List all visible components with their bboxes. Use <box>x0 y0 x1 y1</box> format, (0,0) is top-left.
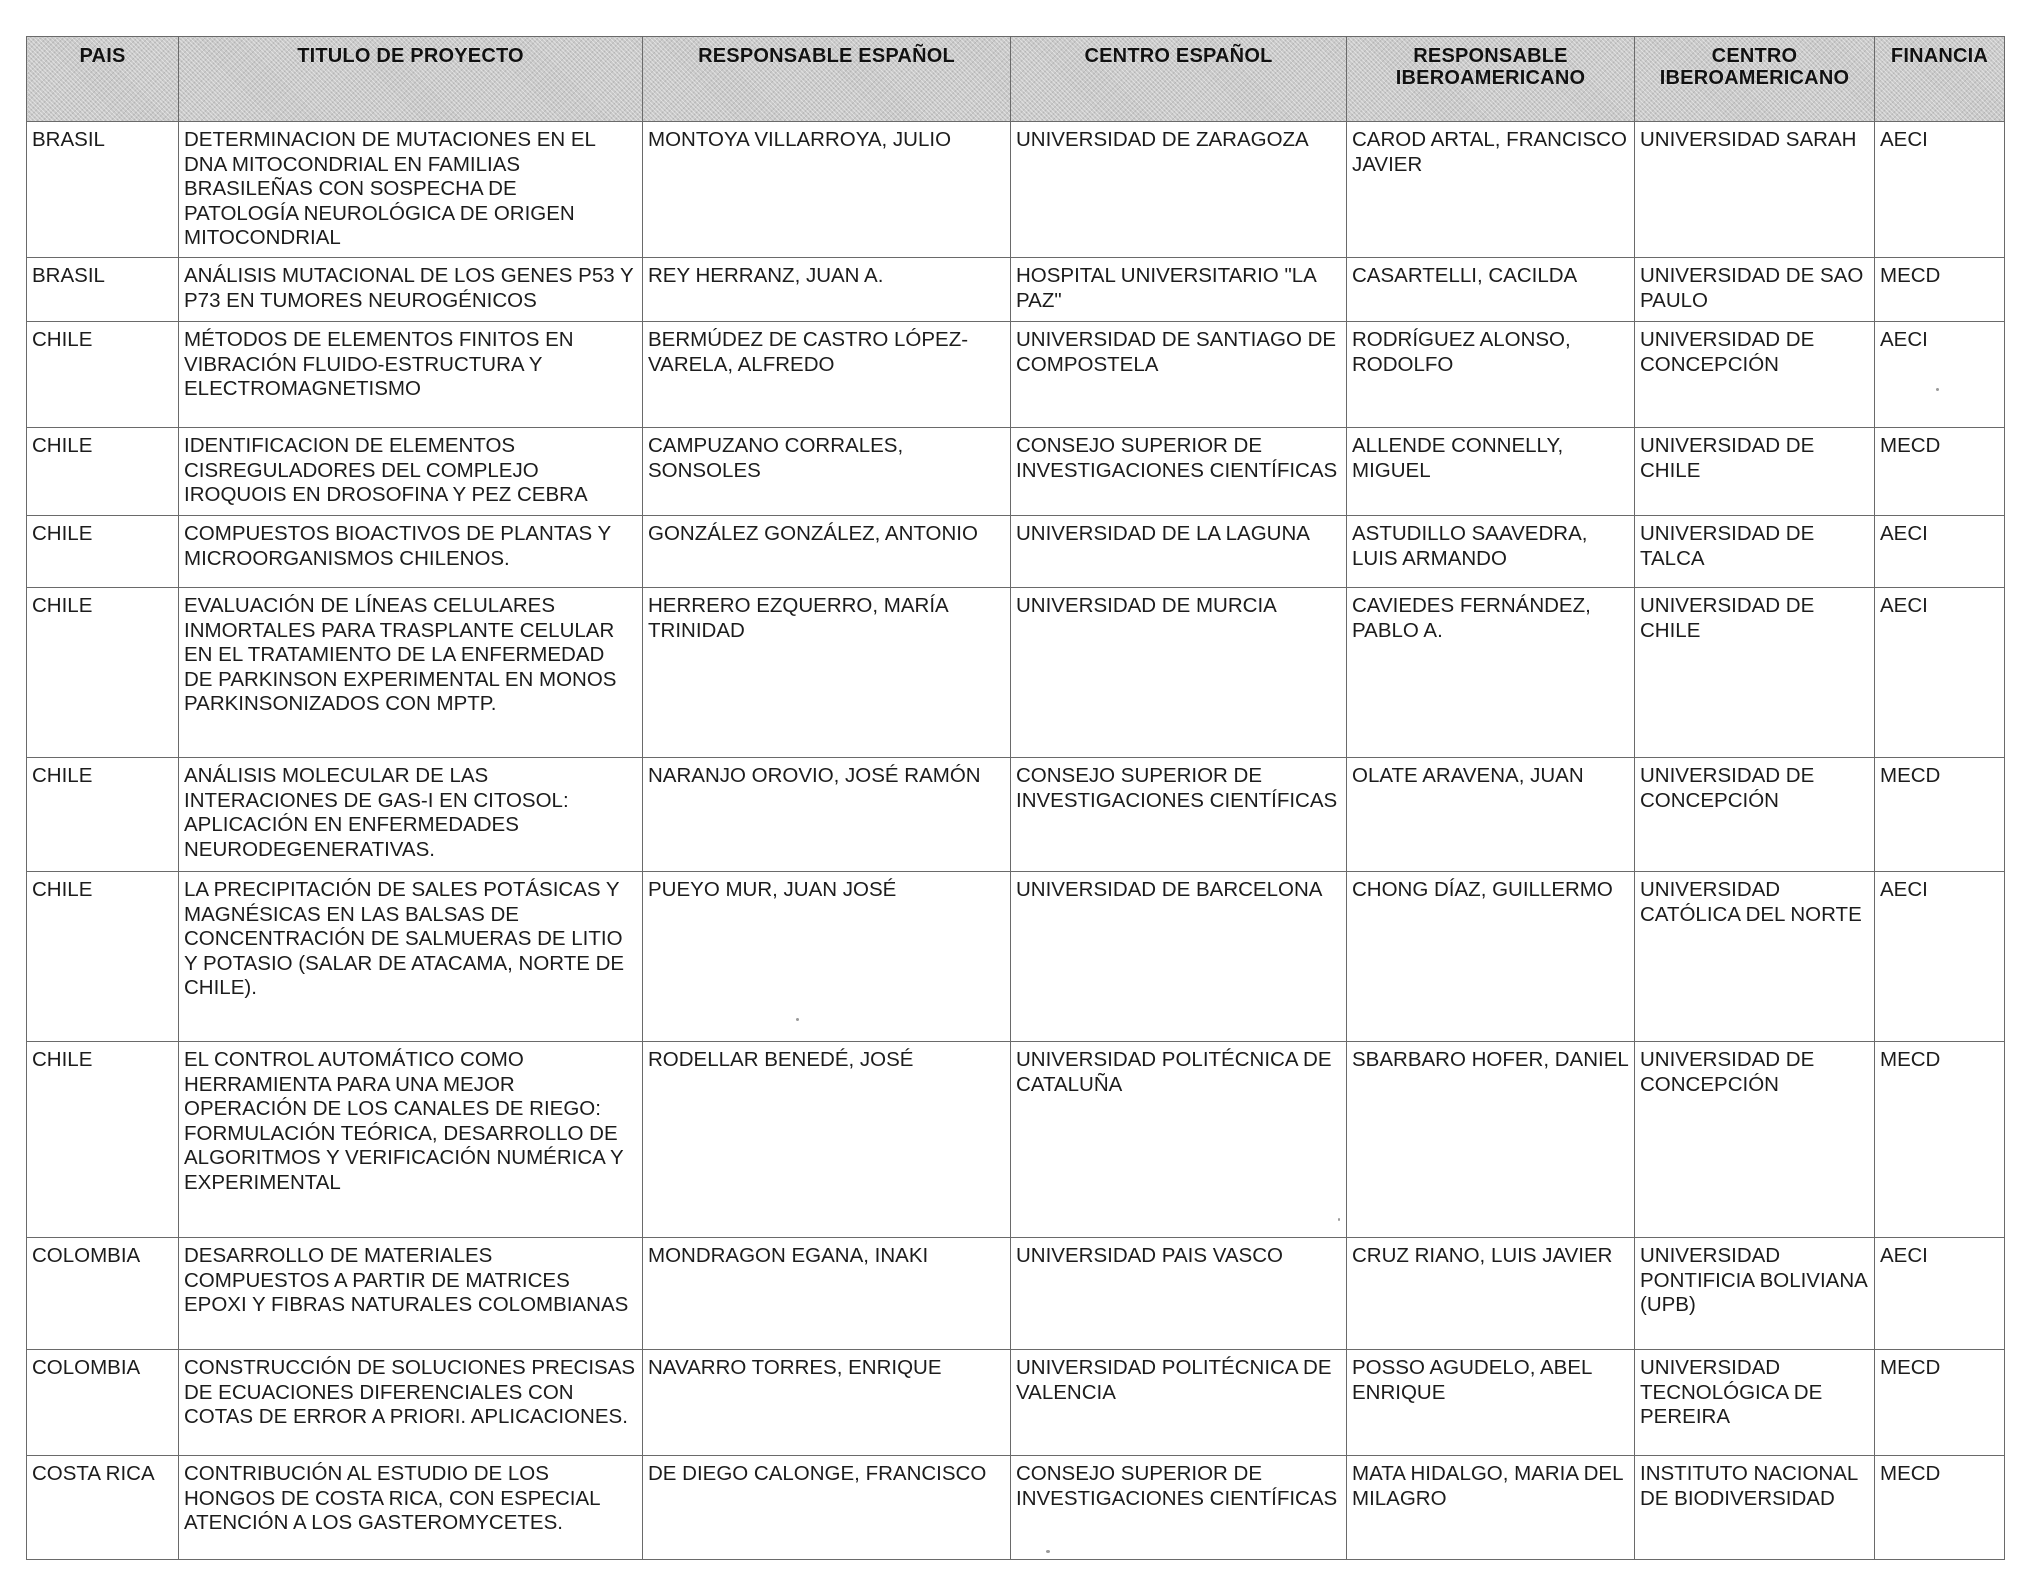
cell-responsable-iberoamericano: OLATE ARAVENA, JUAN <box>1347 758 1635 872</box>
cell-centro-espanol: CONSEJO SUPERIOR DE INVESTIGACIONES CIENTÍFICAS <box>1011 428 1347 516</box>
cell-centro-iberoamericano: UNIVERSIDAD DE CONCEPCIÓN <box>1635 1042 1875 1238</box>
table-row <box>27 122 2005 258</box>
header-centro-iberoamericano: CENTRO IBEROAMERICANO <box>1635 37 1875 122</box>
cell-centro-espanol: CONSEJO SUPERIOR DE INVESTIGACIONES CIENTÍFICAS <box>1011 1456 1347 1560</box>
header-responsable-espanol: RESPONSABLE ESPAÑOL <box>643 37 1011 122</box>
table-row <box>27 1238 2005 1350</box>
cell-responsable-iberoamericano: RODRÍGUEZ ALONSO, RODOLFO <box>1347 322 1635 428</box>
cell-financia: MECD <box>1875 758 2005 872</box>
cell-centro-espanol: UNIVERSIDAD DE ZARAGOZA <box>1011 122 1347 258</box>
cell-titulo: CONSTRUCCIÓN DE SOLUCIONES PRECISAS DE ECUACIONES DIFERENCIALES CON COTAS DE ERROR A PRIORI. APLICACIONES. <box>179 1350 643 1456</box>
scan-speck <box>796 1018 799 1021</box>
cell-financia: AECI <box>1875 322 2005 428</box>
scan-speck <box>1936 388 1939 391</box>
cell-pais: CHILE <box>27 1042 179 1238</box>
cell-centro-iberoamericano: UNIVERSIDAD TECNOLÓGICA DE PEREIRA <box>1635 1350 1875 1456</box>
cell-responsable-espanol: MONDRAGON EGANA, INAKI <box>643 1238 1011 1350</box>
table-row <box>27 258 2005 322</box>
table-row <box>27 872 2005 1042</box>
scan-speck <box>1046 1550 1050 1553</box>
table-row <box>27 428 2005 516</box>
cell-responsable-iberoamericano: CRUZ RIANO, LUIS JAVIER <box>1347 1238 1635 1350</box>
cell-centro-iberoamericano: UNIVERSIDAD DE SAO PAULO <box>1635 258 1875 322</box>
cell-responsable-espanol: CAMPUZANO CORRALES, SONSOLES <box>643 428 1011 516</box>
cell-titulo: CONTRIBUCIÓN AL ESTUDIO DE LOS HONGOS DE COSTA RICA, CON ESPECIAL ATENCIÓN A LOS GASTEROMYCETES. <box>179 1456 643 1560</box>
cell-titulo: IDENTIFICACION DE ELEMENTOS CISREGULADORES DEL COMPLEJO IROQUOIS EN DROSOFINA Y PEZ CEBRA <box>179 428 643 516</box>
header-financia: FINANCIA <box>1875 37 2005 122</box>
header-responsable-iberoamericano: RESPONSABLE IBEROAMERICANO <box>1347 37 1635 122</box>
cell-pais: CHILE <box>27 322 179 428</box>
cell-responsable-iberoamericano: CAVIEDES FERNÁNDEZ, PABLO A. <box>1347 588 1635 758</box>
cell-centro-espanol: HOSPITAL UNIVERSITARIO "LA PAZ" <box>1011 258 1347 322</box>
table-header <box>27 37 2005 122</box>
cell-financia: AECI <box>1875 872 2005 1042</box>
cell-centro-iberoamericano: INSTITUTO NACIONAL DE BIODIVERSIDAD <box>1635 1456 1875 1560</box>
cell-responsable-espanol: NARANJO OROVIO, JOSÉ RAMÓN <box>643 758 1011 872</box>
cell-responsable-iberoamericano: ASTUDILLO SAAVEDRA, LUIS ARMANDO <box>1347 516 1635 588</box>
cell-titulo: ANÁLISIS MUTACIONAL DE LOS GENES P53 Y P73 EN TUMORES NEUROGÉNICOS <box>179 258 643 322</box>
cell-titulo: DESARROLLO DE MATERIALES COMPUESTOS A PARTIR DE MATRICES EPOXI Y FIBRAS NATURALES COLOMBIANAS <box>179 1238 643 1350</box>
cell-responsable-espanol: DE DIEGO CALONGE, FRANCISCO <box>643 1456 1011 1560</box>
table-row <box>27 758 2005 872</box>
cell-centro-espanol: UNIVERSIDAD POLITÉCNICA DE VALENCIA <box>1011 1350 1347 1456</box>
header-pais: PAIS <box>27 37 179 122</box>
cell-centro-espanol: CONSEJO SUPERIOR DE INVESTIGACIONES CIENTÍFICAS <box>1011 758 1347 872</box>
cell-centro-iberoamericano: UNIVERSIDAD DE CHILE <box>1635 588 1875 758</box>
cell-titulo: EL CONTROL AUTOMÁTICO COMO HERRAMIENTA PARA UNA MEJOR OPERACIÓN DE LOS CANALES DE RIEGO: FORMULACIÓN TEÓRICA, DESARROLLO DE ALGORITMOS Y VERIFICACIÓN NUMÉRICA Y EXPERIMENTAL <box>179 1042 643 1238</box>
cell-centro-espanol: UNIVERSIDAD DE SANTIAGO DE COMPOSTELA <box>1011 322 1347 428</box>
cell-responsable-espanol: REY HERRANZ, JUAN A. <box>643 258 1011 322</box>
cell-pais: CHILE <box>27 872 179 1042</box>
table-row <box>27 322 2005 428</box>
table-row <box>27 1456 2005 1560</box>
cell-pais: COLOMBIA <box>27 1238 179 1350</box>
cell-titulo: LA PRECIPITACIÓN DE SALES POTÁSICAS Y MAGNÉSICAS EN LAS BALSAS DE CONCENTRACIÓN DE SALMUERAS DE LITIO Y POTASIO (SALAR DE ATACAMA, NORTE DE CHILE). <box>179 872 643 1042</box>
cell-financia: MECD <box>1875 1350 2005 1456</box>
cell-responsable-espanol: PUEYO MUR, JUAN JOSÉ <box>643 872 1011 1042</box>
cell-financia: MECD <box>1875 258 2005 322</box>
cell-responsable-espanol: HERRERO EZQUERRO, MARÍA TRINIDAD <box>643 588 1011 758</box>
table-body <box>27 122 2005 1560</box>
cell-titulo: COMPUESTOS BIOACTIVOS DE PLANTAS Y MICROORGANISMOS CHILENOS. <box>179 516 643 588</box>
cell-responsable-espanol: GONZÁLEZ GONZÁLEZ, ANTONIO <box>643 516 1011 588</box>
cell-responsable-iberoamericano: ALLENDE CONNELLY, MIGUEL <box>1347 428 1635 516</box>
header-row <box>27 37 2005 122</box>
cell-responsable-espanol: BERMÚDEZ DE CASTRO LÓPEZ-VARELA, ALFREDO <box>643 322 1011 428</box>
cell-centro-espanol: UNIVERSIDAD DE BARCELONA <box>1011 872 1347 1042</box>
cell-titulo: ANÁLISIS MOLECULAR DE LAS INTERACIONES DE GAS-I EN CITOSOL: APLICACIÓN EN ENFERMEDADES NEURODEGENERATIVAS. <box>179 758 643 872</box>
cell-responsable-iberoamericano: CAROD ARTAL, FRANCISCO JAVIER <box>1347 122 1635 258</box>
cell-financia: MECD <box>1875 1456 2005 1560</box>
cell-titulo: MÉTODOS DE ELEMENTOS FINITOS EN VIBRACIÓN FLUIDO-ESTRUCTURA Y ELECTROMAGNETISMO <box>179 322 643 428</box>
cell-pais: CHILE <box>27 588 179 758</box>
cell-centro-espanol: UNIVERSIDAD POLITÉCNICA DE CATALUÑA <box>1011 1042 1347 1238</box>
cell-titulo: EVALUACIÓN DE LÍNEAS CELULARES INMORTALES PARA TRASPLANTE CELULAR EN EL TRATAMIENTO DE LA ENFERMEDAD DE PARKINSON EXPERIMENTAL EN MONOS PARKINSONIZADOS CON MPTP. <box>179 588 643 758</box>
cell-centro-iberoamericano: UNIVERSIDAD DE TALCA <box>1635 516 1875 588</box>
cell-centro-iberoamericano: UNIVERSIDAD CATÓLICA DEL NORTE <box>1635 872 1875 1042</box>
cell-financia: AECI <box>1875 1238 2005 1350</box>
cell-responsable-iberoamericano: MATA HIDALGO, MARIA DEL MILAGRO <box>1347 1456 1635 1560</box>
scan-speck <box>1338 1218 1340 1221</box>
cell-pais: COLOMBIA <box>27 1350 179 1456</box>
cell-pais: COSTA RICA <box>27 1456 179 1560</box>
cell-titulo: DETERMINACION DE MUTACIONES EN EL DNA MITOCONDRIAL EN FAMILIAS BRASILEÑAS CON SOSPECHA DE PATOLOGÍA NEUROLÓGICA DE ORIGEN MITOCONDRIAL <box>179 122 643 258</box>
cell-pais: CHILE <box>27 516 179 588</box>
cell-centro-espanol: UNIVERSIDAD DE LA LAGUNA <box>1011 516 1347 588</box>
cell-pais: BRASIL <box>27 122 179 258</box>
table-row <box>27 1350 2005 1456</box>
cell-financia: AECI <box>1875 122 2005 258</box>
cell-centro-iberoamericano: UNIVERSIDAD SARAH <box>1635 122 1875 258</box>
cell-centro-iberoamericano: UNIVERSIDAD DE CONCEPCIÓN <box>1635 322 1875 428</box>
projects-table <box>26 36 2005 1560</box>
cell-responsable-iberoamericano: CASARTELLI, CACILDA <box>1347 258 1635 322</box>
cell-responsable-espanol: MONTOYA VILLARROYA, JULIO <box>643 122 1011 258</box>
table-row <box>27 516 2005 588</box>
cell-centro-espanol: UNIVERSIDAD PAIS VASCO <box>1011 1238 1347 1350</box>
cell-responsable-iberoamericano: CHONG DÍAZ, GUILLERMO <box>1347 872 1635 1042</box>
cell-pais: BRASIL <box>27 258 179 322</box>
cell-centro-espanol: UNIVERSIDAD DE MURCIA <box>1011 588 1347 758</box>
cell-centro-iberoamericano: UNIVERSIDAD DE CHILE <box>1635 428 1875 516</box>
cell-pais: CHILE <box>27 428 179 516</box>
cell-financia: MECD <box>1875 428 2005 516</box>
cell-responsable-iberoamericano: POSSO AGUDELO, ABEL ENRIQUE <box>1347 1350 1635 1456</box>
header-titulo: TITULO DE PROYECTO <box>179 37 643 122</box>
cell-financia: MECD <box>1875 1042 2005 1238</box>
cell-financia: AECI <box>1875 516 2005 588</box>
cell-responsable-espanol: RODELLAR BENEDÉ, JOSÉ <box>643 1042 1011 1238</box>
cell-centro-iberoamericano: UNIVERSIDAD PONTIFICIA BOLIVIANA (UPB) <box>1635 1238 1875 1350</box>
cell-pais: CHILE <box>27 758 179 872</box>
cell-responsable-iberoamericano: SBARBARO HOFER, DANIEL <box>1347 1042 1635 1238</box>
cell-financia: AECI <box>1875 588 2005 758</box>
table-row <box>27 1042 2005 1238</box>
cell-centro-iberoamericano: UNIVERSIDAD DE CONCEPCIÓN <box>1635 758 1875 872</box>
header-centro-espanol: CENTRO ESPAÑOL <box>1011 37 1347 122</box>
table-row <box>27 588 2005 758</box>
cell-responsable-espanol: NAVARRO TORRES, ENRIQUE <box>643 1350 1011 1456</box>
